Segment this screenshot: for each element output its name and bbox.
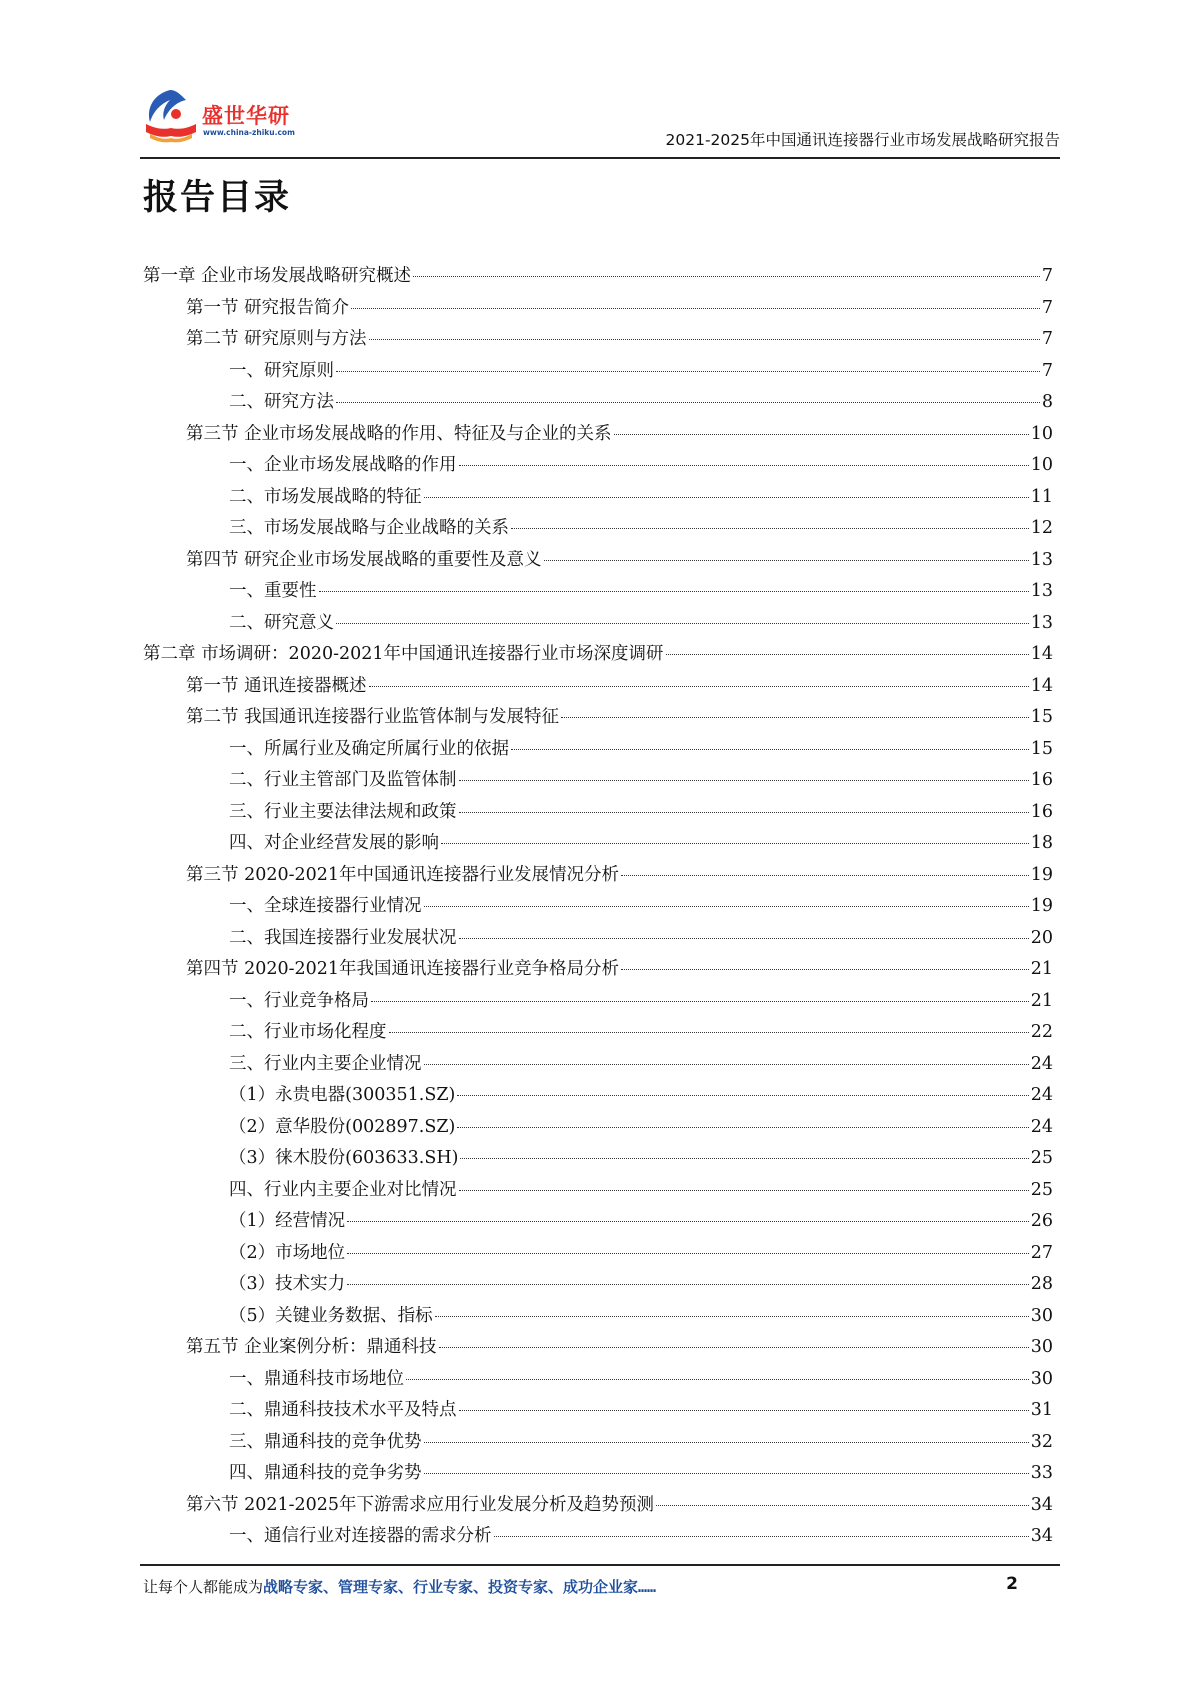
toc-entry-label: （1）永贵电器(300351.SZ) bbox=[229, 1085, 456, 1105]
toc-entry-label: 第三节 2020-2021年中国通讯连接器行业发展情况分析 bbox=[186, 864, 620, 885]
toc-entry[interactable] bbox=[143, 1018, 1053, 1050]
toc-entry-label: 二、研究意义 bbox=[229, 612, 334, 633]
toc-entry-page: 18 bbox=[1030, 833, 1053, 853]
toc-entry-page: 21 bbox=[1030, 990, 1053, 1011]
toc-entry-label: 二、市场发展战略的特征 bbox=[229, 486, 422, 507]
toc-entry[interactable] bbox=[143, 420, 1053, 452]
toc-entry-page: 16 bbox=[1030, 770, 1053, 790]
toc-entry[interactable] bbox=[143, 1491, 1053, 1523]
toc-entry-label: 二、行业市场化程度 bbox=[229, 1022, 387, 1042]
toc-entry[interactable] bbox=[143, 577, 1053, 609]
toc-entry-label: 二、我国连接器行业发展状况 bbox=[229, 927, 457, 948]
toc-dot-leader bbox=[424, 906, 1029, 907]
toc-entry-label: 二、鼎通科技技术水平及特点 bbox=[229, 1400, 457, 1420]
toc-entry[interactable] bbox=[143, 1270, 1053, 1302]
toc-entry-page: 24 bbox=[1030, 1116, 1053, 1137]
toc-entry-page: 14 bbox=[1030, 644, 1053, 664]
toc-entry-page: 7 bbox=[1041, 297, 1053, 318]
toc-dot-leader bbox=[347, 1221, 1029, 1222]
toc-dot-leader bbox=[459, 465, 1029, 466]
toc-entry-page: 22 bbox=[1030, 1022, 1053, 1042]
toc-entry-label: （2）市场地位 bbox=[229, 1242, 346, 1263]
toc-entry-label: 三、市场发展战略与企业战略的关系 bbox=[229, 518, 509, 538]
toc-dot-leader bbox=[561, 717, 1029, 718]
toc-entry-page: 30 bbox=[1030, 1337, 1053, 1357]
toc-dot-leader bbox=[371, 1001, 1029, 1002]
footer-divider bbox=[140, 1564, 1060, 1566]
toc-dot-leader bbox=[459, 1190, 1029, 1191]
toc-entry-label: 第六节 2021-2025年下游需求应用行业发展分析及趋势预测 bbox=[186, 1494, 655, 1515]
toc-entry-page: 30 bbox=[1030, 1368, 1053, 1389]
toc-dot-leader bbox=[656, 1505, 1029, 1506]
toc-entry[interactable] bbox=[143, 924, 1053, 956]
toc-entry-label: （2）意华股份(002897.SZ) bbox=[229, 1116, 456, 1137]
toc-entry-label: 第四节 2020-2021年我国通讯连接器行业竞争格局分析 bbox=[186, 959, 620, 979]
toc-dot-leader bbox=[494, 1536, 1029, 1537]
toc-dot-leader bbox=[336, 371, 1040, 372]
toc-entry-label: 一、重要性 bbox=[229, 581, 317, 601]
toc-entry-page: 16 bbox=[1030, 801, 1053, 822]
footer-slogan-highlight: 战略专家、管理专家、行业专家、投资专家、成功企业家 bbox=[263, 1578, 639, 1596]
toc-entry-page: 7 bbox=[1041, 266, 1053, 286]
toc-entry-page: 19 bbox=[1030, 864, 1053, 885]
toc-entry-label: 一、鼎通科技市场地位 bbox=[229, 1368, 404, 1389]
toc-entry-label: 一、全球连接器行业情况 bbox=[229, 896, 422, 916]
toc-entry[interactable] bbox=[143, 325, 1053, 357]
toc-entry[interactable] bbox=[143, 640, 1053, 672]
toc-entry-label: 一、行业竞争格局 bbox=[229, 990, 369, 1011]
toc-entry[interactable] bbox=[143, 1176, 1053, 1208]
toc-dot-leader bbox=[459, 1410, 1029, 1411]
toc-entry[interactable] bbox=[143, 955, 1053, 987]
header-divider bbox=[140, 157, 1060, 159]
toc-dot-leader bbox=[406, 1379, 1029, 1380]
toc-dot-leader bbox=[511, 528, 1029, 529]
toc-dot-leader bbox=[439, 1347, 1029, 1348]
toc-dot-leader bbox=[435, 1316, 1029, 1317]
toc-entry[interactable] bbox=[143, 1428, 1053, 1460]
footer-slogan bbox=[143, 1576, 656, 1597]
toc-entry-page: 19 bbox=[1030, 896, 1053, 916]
toc-entry-label: 四、鼎通科技的竞争劣势 bbox=[229, 1463, 422, 1483]
toc-dot-leader bbox=[347, 1253, 1029, 1254]
toc-dot-leader bbox=[621, 875, 1029, 876]
toc-dot-leader bbox=[351, 308, 1040, 309]
toc-entry-page: 34 bbox=[1030, 1526, 1053, 1546]
toc-entry[interactable] bbox=[143, 672, 1053, 704]
toc-entry-label: 二、研究方法 bbox=[229, 392, 334, 412]
toc-entry-page: 14 bbox=[1030, 675, 1053, 696]
toc-entry-page: 10 bbox=[1030, 455, 1053, 475]
toc-entry-page: 13 bbox=[1030, 581, 1053, 601]
toc-dot-leader bbox=[424, 497, 1029, 498]
toc-entry-page: 15 bbox=[1030, 738, 1053, 759]
logo-text: 盛世华研 bbox=[202, 104, 290, 128]
report-title: 2021-2025年中国通讯连接器行业市场发展战略研究报告 bbox=[665, 131, 1060, 149]
toc-entry[interactable] bbox=[143, 546, 1053, 578]
toc-entry-label: 三、鼎通科技的竞争优势 bbox=[229, 1431, 422, 1452]
logo-url: www.china-zhiku.com bbox=[203, 128, 295, 137]
toc-entry-label: 第二节 研究原则与方法 bbox=[186, 329, 367, 349]
toc-entry-page: 21 bbox=[1030, 959, 1053, 979]
page-header bbox=[140, 80, 1060, 158]
toc-dot-leader bbox=[413, 276, 1040, 277]
toc-dot-leader bbox=[424, 1442, 1029, 1443]
toc-dot-leader bbox=[319, 591, 1029, 592]
toc-dot-leader bbox=[389, 1032, 1029, 1033]
toc-entry[interactable] bbox=[143, 609, 1053, 641]
toc-entry[interactable] bbox=[143, 451, 1053, 483]
toc-entry-label: 第一节 通讯连接器概述 bbox=[186, 675, 367, 696]
toc-entry-page: 30 bbox=[1030, 1305, 1053, 1326]
toc-dot-leader bbox=[369, 686, 1029, 687]
toc-entry-label: 第一节 研究报告简介 bbox=[186, 297, 350, 318]
toc-entry[interactable] bbox=[143, 357, 1053, 389]
toc-entry-label: 三、行业主要法律法规和政策 bbox=[229, 801, 457, 822]
toc-entry[interactable] bbox=[143, 294, 1053, 326]
toc-entry-page: 25 bbox=[1030, 1148, 1053, 1168]
toc-entry-label: （3）徕木股份(603633.SH) bbox=[229, 1148, 459, 1168]
toc-entry-label: 一、企业市场发展战略的作用 bbox=[229, 455, 457, 475]
toc-entry-page: 34 bbox=[1030, 1494, 1053, 1515]
toc-dot-leader bbox=[614, 434, 1029, 435]
toc-entry[interactable] bbox=[143, 483, 1053, 515]
toc-entry[interactable] bbox=[143, 1081, 1053, 1113]
toc-entry-page: 25 bbox=[1030, 1179, 1053, 1200]
toc-dot-leader bbox=[666, 654, 1029, 655]
toc-dot-leader bbox=[336, 623, 1029, 624]
toc-entry[interactable] bbox=[143, 766, 1053, 798]
toc-entry[interactable] bbox=[143, 1365, 1053, 1397]
toc-entry-label: （1）经营情况 bbox=[229, 1211, 346, 1231]
toc-entry-label: 第二节 我国通讯连接器行业监管体制与发展特征 bbox=[186, 707, 560, 727]
toc-dot-leader bbox=[460, 1158, 1028, 1159]
toc-entry-page: 31 bbox=[1030, 1400, 1053, 1420]
toc-entry[interactable] bbox=[143, 1113, 1053, 1145]
toc-entry[interactable] bbox=[143, 735, 1053, 767]
toc-entry-label: 四、对企业经营发展的影响 bbox=[229, 833, 439, 853]
toc-entry-label: （3）技术实力 bbox=[229, 1274, 346, 1294]
toc-entry-page: 7 bbox=[1041, 360, 1053, 381]
toc-entry-label: 三、行业内主要企业情况 bbox=[229, 1053, 422, 1074]
toc-entry-label: 一、所属行业及确定所属行业的依据 bbox=[229, 738, 509, 759]
toc-entry-label: 第二章 市场调研：2020-2021年中国通讯连接器行业市场深度调研 bbox=[143, 644, 664, 664]
toc-entry[interactable] bbox=[143, 892, 1053, 924]
toc-entry-page: 20 bbox=[1030, 927, 1053, 948]
toc-dot-leader bbox=[459, 780, 1029, 781]
toc-entry-label: 四、行业内主要企业对比情况 bbox=[229, 1179, 457, 1200]
toc-entry-label: 一、研究原则 bbox=[229, 360, 334, 381]
toc-entry-page: 13 bbox=[1030, 549, 1053, 570]
toc-entry-label: 二、行业主管部门及监管体制 bbox=[229, 770, 457, 790]
page-title: 报告目录 bbox=[143, 178, 292, 218]
toc-entry[interactable] bbox=[143, 798, 1053, 830]
toc-entry-page: 27 bbox=[1030, 1242, 1053, 1263]
toc-entry-page: 11 bbox=[1030, 486, 1053, 507]
toc-dot-leader bbox=[369, 339, 1040, 340]
toc-entry[interactable] bbox=[143, 1207, 1053, 1239]
toc-entry-page: 28 bbox=[1030, 1274, 1053, 1294]
toc-dot-leader bbox=[336, 402, 1040, 403]
footer-slogan-suffix: …… bbox=[638, 1578, 657, 1596]
toc-entry-page: 24 bbox=[1030, 1085, 1053, 1105]
toc-dot-leader bbox=[511, 749, 1029, 750]
toc-dot-leader bbox=[424, 1473, 1029, 1474]
toc-entry[interactable] bbox=[143, 388, 1053, 420]
toc-entry-page: 8 bbox=[1041, 392, 1053, 412]
company-logo bbox=[140, 84, 330, 146]
toc-entry-page: 7 bbox=[1041, 329, 1053, 349]
toc-dot-leader bbox=[441, 843, 1029, 844]
toc-entry-page: 32 bbox=[1030, 1431, 1053, 1452]
toc-entry-label: （5）关键业务数据、指标 bbox=[229, 1305, 433, 1326]
toc-dot-leader bbox=[544, 560, 1029, 561]
footer-slogan-prefix: 让每个人都能成为 bbox=[143, 1578, 264, 1596]
toc-entry-label: 第一章 企业市场发展战略研究概述 bbox=[143, 266, 412, 286]
toc-entry[interactable] bbox=[143, 829, 1053, 861]
toc-dot-leader bbox=[459, 938, 1029, 939]
toc-entry-label: 第三节 企业市场发展战略的作用、特征及与企业的关系 bbox=[186, 423, 612, 444]
page-number: 2 bbox=[1006, 1574, 1018, 1594]
toc-entry[interactable] bbox=[143, 514, 1053, 546]
toc-entry[interactable] bbox=[143, 1333, 1053, 1365]
toc-entry-page: 15 bbox=[1030, 707, 1053, 727]
toc-entry-page: 13 bbox=[1030, 612, 1053, 633]
toc-entry-page: 26 bbox=[1030, 1211, 1053, 1231]
toc-entry[interactable] bbox=[143, 987, 1053, 1019]
toc-entry-page: 33 bbox=[1030, 1463, 1053, 1483]
toc-dot-leader bbox=[457, 1127, 1028, 1128]
toc-entry[interactable] bbox=[143, 1239, 1053, 1271]
toc-entry[interactable] bbox=[143, 703, 1053, 735]
toc-entry[interactable] bbox=[143, 1050, 1053, 1082]
toc-dot-leader bbox=[621, 969, 1029, 970]
toc-dot-leader bbox=[459, 812, 1029, 813]
toc-entry[interactable] bbox=[143, 1459, 1053, 1491]
toc-entry[interactable] bbox=[143, 1144, 1053, 1176]
toc-entry-page: 24 bbox=[1030, 1053, 1053, 1074]
toc-entry-label: 第四节 研究企业市场发展战略的重要性及意义 bbox=[186, 549, 542, 570]
toc-entry[interactable] bbox=[143, 262, 1053, 294]
toc-entry[interactable] bbox=[143, 1396, 1053, 1428]
toc-entry-page: 12 bbox=[1030, 518, 1053, 538]
toc-dot-leader bbox=[347, 1284, 1029, 1285]
toc-entry[interactable] bbox=[143, 1522, 1053, 1554]
toc-entry[interactable] bbox=[143, 1302, 1053, 1334]
logo-emblem-icon bbox=[140, 84, 202, 146]
toc-entry-label: 一、通信行业对连接器的需求分析 bbox=[229, 1526, 492, 1546]
table-of-contents bbox=[143, 262, 1053, 1554]
toc-entry[interactable] bbox=[143, 861, 1053, 893]
toc-entry-label: 第五节 企业案例分析：鼎通科技 bbox=[186, 1337, 437, 1357]
toc-entry-page: 10 bbox=[1030, 423, 1053, 444]
toc-dot-leader bbox=[424, 1064, 1029, 1065]
toc-dot-leader bbox=[457, 1095, 1028, 1096]
